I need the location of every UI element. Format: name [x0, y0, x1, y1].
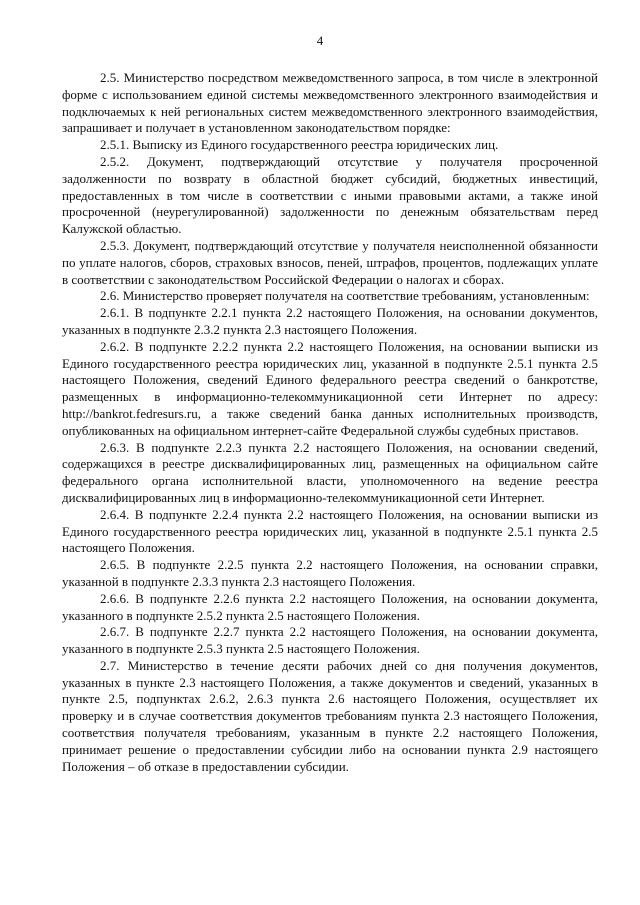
- paragraph-2-6-2: 2.6.2. В подпункте 2.2.2 пункта 2.2 настоящего Положения, на основании выписки из Единого государственного реестра юридических лиц, указанной в подпункте 2.5.1 пункта 2.5 настоящего Положения, сведений Единого федерального реестра сведений о банкротстве, размещенных в информационно-телекоммуникационной сети Интернет по адресу: http://bankrot.fedresurs.ru, а также сведений банка данных исполнительных производств, опубликованных на официальном интернет-сайте Федеральной службы судебных приставов.: [62, 338, 598, 438]
- paragraph-2-6-4: 2.6.4. В подпункте 2.2.4 пункта 2.2 настоящего Положения, на основании выписки из Единого государственного реестра юридических лиц, указанной в подпункте 2.5.1 пункта 2.5 настоящего Положения.: [62, 506, 598, 556]
- paragraph-2-6-7: 2.6.7. В подпункте 2.2.7 пункта 2.2 настоящего Положения, на основании документа, указанного в подпункте 2.5.3 пункта 2.5 настоящего Положения.: [62, 624, 598, 657]
- paragraph-2-6-6: 2.6.6. В подпункте 2.2.6 пункта 2.2 настоящего Положения, на основании документа, указанного в подпункте 2.5.2 пункта 2.5 настоящего Положения.: [62, 590, 598, 623]
- paragraph-2-5: 2.5. Министерство посредством межведомственного запроса, в том числе в электронной форме с использованием единой системы межведомственного электронного взаимодействия и подключаемых к ней региональных систем межведомственного электронного взаимодействия, запрашивает и получает в установленном законодательством порядке:: [62, 70, 598, 136]
- paragraph-2-6-1: 2.6.1. В подпункте 2.2.1 пункта 2.2 настоящего Положения, на основании документов, указанных в подпункте 2.3.2 пункта 2.3 настоящего Положения.: [62, 305, 598, 337]
- paragraph-2-5-1: 2.5.1. Выписку из Единого государственного реестра юридических лиц.: [100, 137, 499, 153]
- paragraph-2-7: 2.7. Министерство в течение десяти рабочих дней со дня получения документов, указанных в пункте 2.3 настоящего Положения, а также документов и сведений, указанных в пункте 2.5, подпунктах 2.6.2, 2.6.3 пункта 2.6 настоящего Положения, осуществляет их проверку и в случае соответствия документов требованиям пункта 2.3 настоящего Положения, соответствия получателя требованиям, указанным в пункте 2.2 настоящего Положения, принимает решение о предоставлении субсидии либо на основании пункта 2.9 настоящего Положения – об отказе в предоставлении субсидии.: [62, 657, 598, 774]
- document-body: [62, 70, 598, 775]
- paragraph-2-6-3: 2.6.3. В подпункте 2.2.3 пункта 2.2 настоящего Положения, на основании сведений, содержащихся в реестре дисквалифицированных лиц, размещенных на официальном сайте федерального органа исполнительной власти, уполномоченного на ведение реестра дисквалифицированных лиц в информационно-телекоммуникационной сети Интернет.: [62, 439, 598, 505]
- page-number: 4: [316, 33, 324, 48]
- paragraph-2-6-5: 2.6.5. В подпункте 2.2.5 пункта 2.2 настоящего Положения, на основании справки, указанной в подпункте 2.3.3 пункта 2.3 настоящего Положения.: [62, 557, 598, 589]
- paragraph-2-6: 2.6. Министерство проверяет получателя на соответствие требованиям, установленным:: [100, 288, 590, 304]
- paragraph-2-5-3: 2.5.3. Документ, подтверждающий отсутствие у получателя неисполненной обязанности по уплате налогов, сборов, страховых взносов, пеней, штрафов, процентов, подлежащих уплате в соответствии с законодательством Российской Федерации о налогах и сборах.: [62, 237, 598, 287]
- paragraph-2-5-2: 2.5.2. Документ, подтверждающий отсутствие у получателя просроченной задолженности по возврату в областной бюджет субсидий, бюджетных инвестиций, предоставленных в том числе в соответствии с иными правовыми актами, а также иной просроченной (неурегулированной) задолженности по денежным обязательствам перед Калужской областью.: [62, 153, 598, 237]
